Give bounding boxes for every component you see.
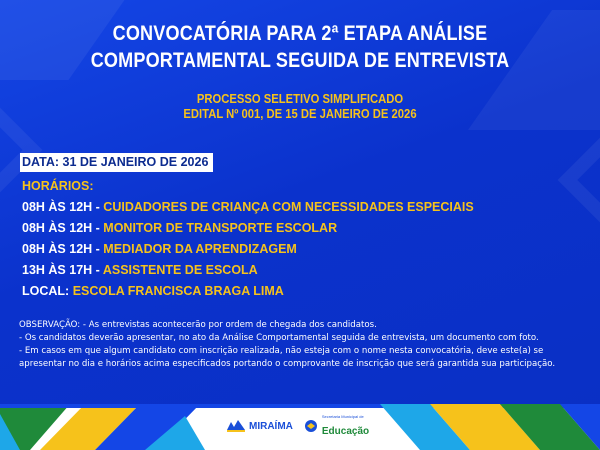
subtitle — [30, 92, 570, 122]
schedule-time: 08H ÀS 12H - — [22, 242, 100, 256]
subtitle-line-2: EDITAL Nº 001, DE 15 DE JANEIRO DE 2026 — [183, 107, 417, 121]
subtitle-line-1: PROCESSO SELETIVO SIMPLIFICADO — [196, 92, 404, 106]
educacao-logo-text: Educação — [321, 425, 370, 437]
educacao-logo-subtext: Secretaria Municipal de — [321, 413, 364, 419]
miraima-logo — [226, 418, 293, 434]
educacao-logo — [303, 415, 369, 438]
local-label: LOCAL: — [22, 284, 70, 298]
schedule-details — [22, 176, 582, 302]
observation-line: - Em casos em que algum candidato com inscrição realizada, não esteja com o nome nesta convocatória, deve este(a) se apresentar no dia e horários acima especificados portando o comprovante de inscrição que será garantida sua participação. — [19, 346, 556, 369]
footer-logos — [226, 415, 369, 437]
miraima-logo-text: MIRAÍMA — [249, 420, 293, 432]
schedule-role: MONITOR DE TRANSPORTE ESCOLAR — [103, 221, 338, 235]
schedule-row — [22, 218, 582, 239]
educacao-logo-text-group — [322, 415, 369, 438]
schedule-time: 08H ÀS 12H - — [22, 221, 100, 235]
schedule-time: 13H ÀS 17H - — [22, 263, 100, 277]
local-value: ESCOLA FRANCISCA BRAGA LIMA — [72, 284, 284, 298]
schedule-role: MEDIADOR DA APRENDIZAGEM — [103, 242, 297, 256]
schedule-row — [22, 239, 582, 260]
observation-line: OBSERVAÇÃO: - As entrevistas acontecerão por ordem de chegada dos candidatos. — [19, 320, 377, 330]
horarios-label: HORÁRIOS: — [22, 179, 94, 193]
schedule-row — [22, 197, 582, 218]
local-row — [22, 281, 582, 302]
observations — [19, 319, 589, 371]
observation-line: - Os candidatos deverão apresentar, no ato da Análise Comportamental seguida de entrevista, um documento com foto. — [19, 333, 539, 343]
page-title — [42, 20, 558, 74]
title-line-1: CONVOCATÓRIA PARA 2ª ETAPA ANÁLISE — [112, 22, 488, 45]
miraima-emblem-icon — [226, 418, 246, 434]
schedule-row — [22, 260, 582, 281]
education-emblem-icon — [303, 418, 319, 434]
schedule-role: ASSISTENTE DE ESCOLA — [102, 263, 258, 277]
schedule-time: 08H ÀS 12H - — [22, 200, 100, 214]
schedule-role: CUIDADORES DE CRIANÇA COM NECESSIDADES ESPECIAIS — [103, 200, 474, 214]
date-badge: DATA: 31 DE JANEIRO DE 2026 — [20, 153, 213, 172]
title-line-2: COMPORTAMENTAL SEGUIDA DE ENTREVISTA — [90, 49, 510, 72]
